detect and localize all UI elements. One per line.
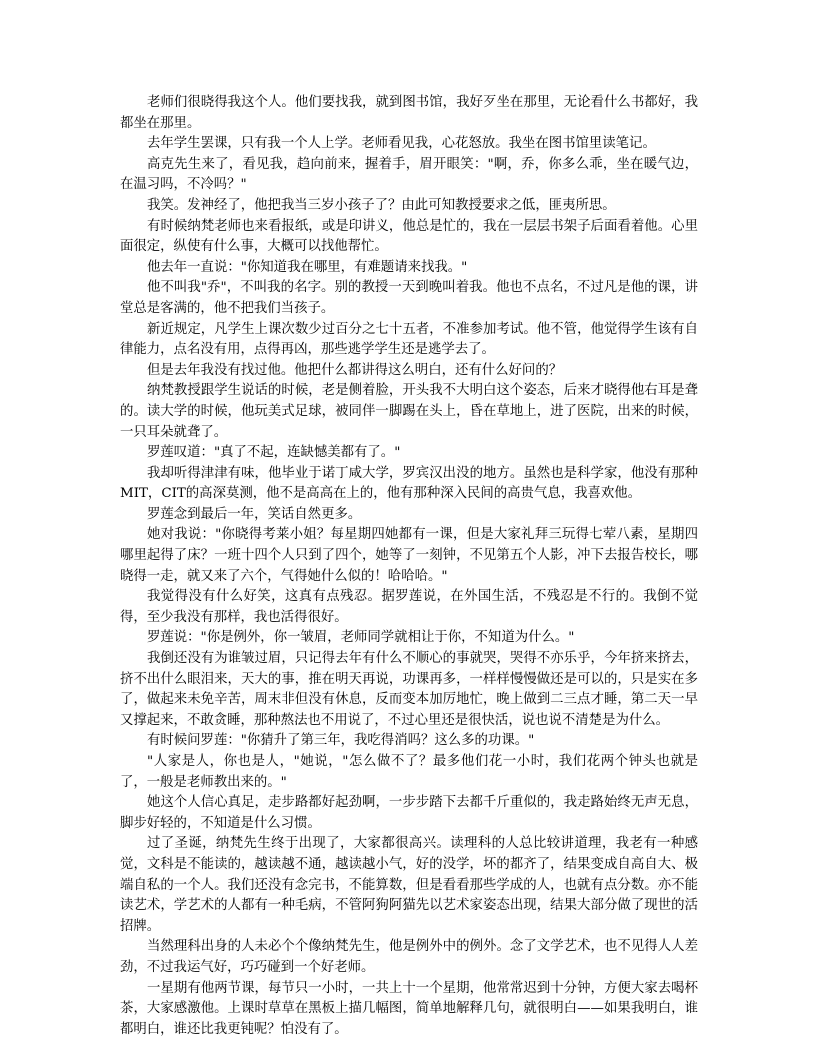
paragraph: 纳梵教授跟学生说话的时候，老是侧着脸，开头我不大明白这个姿态，后来才晓得他右耳是聋的。读大学的时候，他玩美式足球，被同伴一脚踢在头上，昏在草地上，进了医院，出来的时候，一只耳朵就聋了。 — [120, 383, 698, 440]
paragraph: 高克先生来了，看见我，趋向前来，握着手，眉开眼笑："啊，乔，你多么乖，坐在暖气边，在温习吗，不冷吗？" — [120, 156, 698, 193]
paragraph: 去年学生罢课，只有我一个人上学。老师看见我，心花怒放。我坐在图书馆里读笔记。 — [147, 136, 656, 152]
paragraph: 过了圣诞，纳梵先生终于出现了，大家都很高兴。读理科的人总比较讲道理，我老有一种感觉，文科是不能读的，越读越不通，越读越小气，好的没学，坏的都齐了，结果变成自高自大、极端自私的一个人。我们还没有念完书，不能算数，但是看看那些学成的人，也就有点分数。亦不能读艺术，学艺术的人都有一种毛病，不管阿狗阿猫先以艺术家姿态出现，结果大部分做了现世的活招牌。 — [120, 836, 698, 934]
paragraph: "人家是人，你也是人，"她说，"怎么做不了？最多他们花一小时，我们花两个钟头也就是了，一般是老师教出来的。" — [120, 754, 698, 790]
paragraph: 罗莲说："你是例外，你一皱眉，老师同学就相让于你，不知道为什么。" — [147, 630, 575, 646]
paragraph: 有时候问罗莲："你猜升了第三年，我吃得消吗？这么多的功课。" — [147, 733, 535, 749]
paragraph: 新近规定，凡学生上课次数少过百分之七十五者，不准参加考试。他不管，他觉得学生该有自律能力，点名没有用，点得再凶，那些逃学学生还是逃学去了。 — [120, 321, 698, 358]
paragraph: 她这个人信心真足，走步路都好起劲啊，一步步踏下去都千斤重似的，我走路始终无声无息，脚步好轻的，不知道是什么习惯。 — [120, 795, 698, 831]
paragraph: 当然理科出身的人未必个个像纳梵先生，他是例外中的例外。念了文学艺术，也不见得人人差劲，不过我运气好，巧巧碰到一个好老师。 — [120, 939, 698, 975]
paragraph: 罗莲叹道："真了不起，连缺憾美都有了。" — [147, 445, 401, 461]
paragraph: 罗莲念到最后一年，笑话自然更多。 — [147, 506, 362, 522]
paragraph: 我倒还没有为谁皱过眉，只记得去年有什么不顺心的事就哭，哭得不亦乐乎，今年挤来挤去，挤不出什么眼泪来，天大的事，推在明天再说，功课再多，一样样慢慢做还是可以的，只是实在多了，做起来未免辛苦，周末非但没有休息，反而变本加厉地忙，晚上做到二三点才睡，第二天一早又撑起来，不敢贪睡，那种熬法也不用说了，不过心里还是很快活，说也说不清楚是为什么。 — [120, 651, 698, 728]
paragraph: 他不叫我"乔"，不叫我的名字。别的教授一天到晚叫着我。他也不点名，不过凡是他的课，讲堂总是客满的，他不把我们当孩子。 — [120, 280, 698, 316]
document-page — [120, 93, 698, 1040]
paragraph: 一星期有他两节课，每节只一小时，一共上十一个星期，他常常迟到十分钟，方便大家去喝杯茶，大家感激他。上课时草草在黑板上描几幅图，简单地解释几句，就很明白——如果我明白，谁都明白，谁还比我更钝呢？怕没有了。 — [120, 980, 698, 1037]
paragraph: 但是去年我没有找过他。他把什么都讲得这么明白，还有什么好问的？ — [147, 362, 563, 378]
paragraph: 我笑。发神经了，他把我当三岁小孩子了？由此可知教授要求之低，匪夷所思。 — [147, 197, 616, 213]
paragraph: 有时候纳梵老师也来看报纸，或是印讲义，他总是忙的，我在一层层书架子后面看着他。心里面很定，纵使有什么事，大概可以找他帮忙。 — [120, 218, 698, 255]
paragraph: 他去年一直说："你知道我在哪里，有难题请来找我。" — [147, 259, 468, 275]
paragraph: 她对我说："你晓得考莱小姐？每星期四她都有一课，但是大家礼拜三玩得七荤八素，星期四哪里起得了床？一班十四个人只到了四个，她等了一刻钟，不见第五个人影，冲下去报告校长，哪晓得一走，就又来了六个，气得她什么似的！哈哈哈。" — [120, 527, 698, 584]
paragraph: 我觉得没有什么好笑，这真有点残忍。据罗莲说，在外国生活，不残忍是不行的。我倒不觉得，至少我没有那样，我也活得很好。 — [120, 589, 698, 625]
paragraph: 老师们很晓得我这个人。他们要找我，就到图书馆，我好歹坐在那里，无论看什么书都好，我都坐在那里。 — [120, 95, 698, 131]
paragraph: 我却听得津津有味，他毕业于诺丁咸大学，罗宾汉出没的地方。虽然也是科学家，他没有那种MIT，CIT的高深莫测，他不是高高在上的，他有那种深入民间的高贵气息，我喜欢他。 — [120, 465, 698, 502]
